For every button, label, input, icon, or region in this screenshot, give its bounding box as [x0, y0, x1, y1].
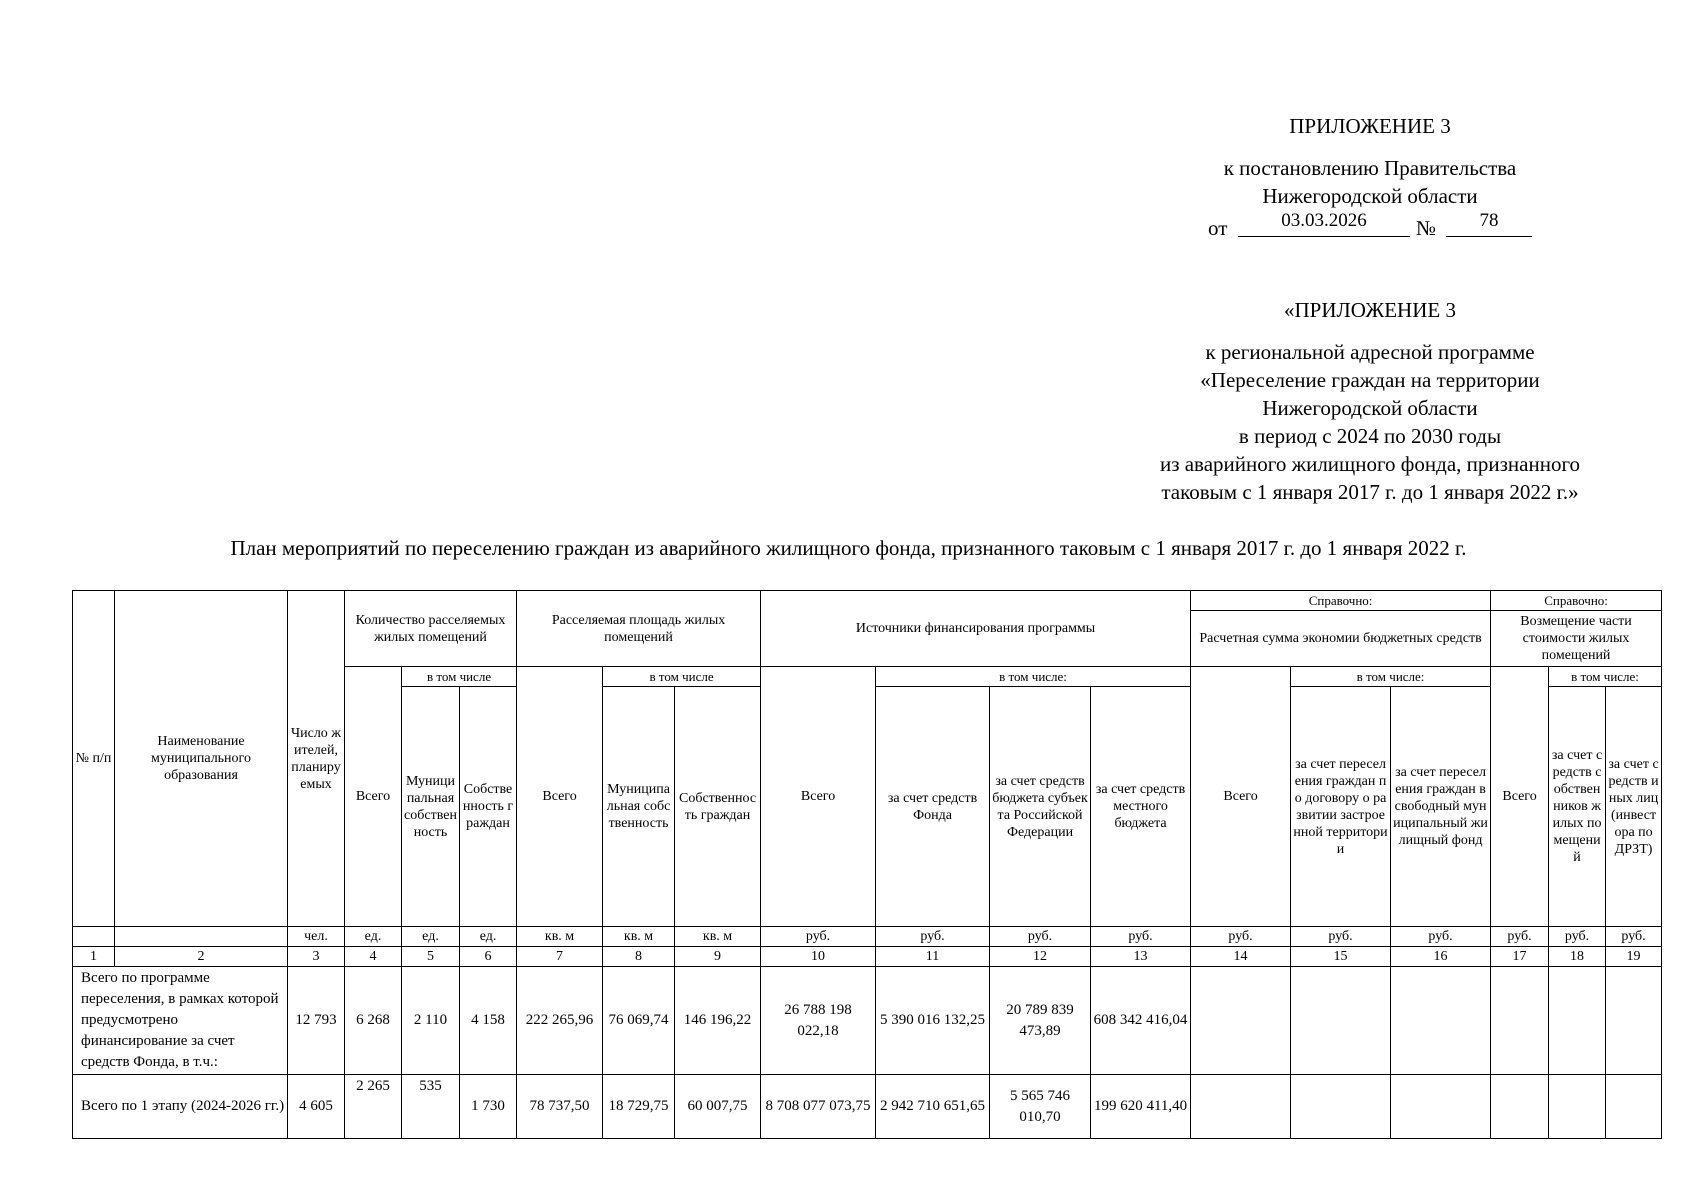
cell-fin-total: 8 708 077 073,75	[761, 1075, 876, 1139]
table-row	[73, 967, 1662, 1075]
units-blank	[115, 927, 288, 947]
cell-area-total: 78 737,50	[517, 1075, 603, 1139]
cell-empty	[1549, 967, 1606, 1075]
column-number: 9	[675, 947, 761, 967]
cell-fin-regional: 20 789 839 473,89	[990, 967, 1091, 1075]
order-line	[1150, 212, 1590, 242]
header-comp-total: Всего	[1491, 667, 1549, 927]
row-name: Всего по 1 этапу (2024-2026 гг.)	[73, 1075, 288, 1139]
cell-fin-fund: 5 390 016 132,25	[876, 967, 990, 1075]
cell-residents: 4 605	[288, 1075, 345, 1139]
cell-empty	[1491, 967, 1549, 1075]
cell-area-total: 222 265,96	[517, 967, 603, 1075]
cell-qty-citizens: 1 730	[460, 1075, 517, 1139]
unit-cell: чел.	[288, 927, 345, 947]
cell-qty-total: 2 265	[345, 1075, 402, 1139]
header-qty-total: Всего	[345, 667, 402, 927]
units-blank	[73, 927, 115, 947]
header-other-funds: за счет средств иных лиц (инвестора по ДРЗТ)	[1606, 687, 1662, 927]
column-number: 18	[1549, 947, 1606, 967]
unit-cell: руб.	[990, 927, 1091, 947]
unit-cell: ед.	[402, 927, 460, 947]
header-financing-group: Источники финансирования программы	[761, 591, 1191, 667]
header-name: Наименование муниципального образования	[115, 591, 288, 927]
header-savings-total: Всего	[1191, 667, 1291, 927]
unit-cell: ед.	[460, 927, 517, 947]
unit-cell: руб.	[1191, 927, 1291, 947]
appendix-header	[1150, 112, 1590, 242]
unit-cell: руб.	[1391, 927, 1491, 947]
header-qty-incl: в том числе	[402, 667, 517, 687]
unit-cell: руб.	[761, 927, 876, 947]
header-compensation-group: Возмещение части стоимости жилых помещений	[1491, 611, 1662, 667]
header-no: № п/п	[73, 591, 115, 927]
row-name: Всего по программе переселения, в рамках которой предусмотрено финансирование за счет средств Фонда, в т.ч.:	[73, 967, 288, 1075]
header-regional-budget: за счет средств бюджета субъекта Российской Федерации	[990, 687, 1091, 927]
cell-area-municipal: 18 729,75	[603, 1075, 675, 1139]
header-local-budget: за счет средств местного бюджета	[1091, 687, 1191, 927]
appendix-title: ПРИЛОЖЕНИЕ 3	[1289, 114, 1451, 138]
header-savings-group: Расчетная сумма экономии бюджетных средств	[1191, 611, 1491, 667]
unit-cell: руб.	[1491, 927, 1549, 947]
unit-cell: руб.	[1549, 927, 1606, 947]
header-area-citizens: Собственность граждан	[675, 687, 761, 927]
cell-empty	[1391, 1075, 1491, 1139]
cell-qty-municipal: 535	[402, 1075, 460, 1139]
cell-fin-regional: 5 565 746 010,70	[990, 1075, 1091, 1139]
cell-area-municipal: 76 069,74	[603, 967, 675, 1075]
from-label: от	[1208, 216, 1228, 240]
header-qty-citizens: Собственность граждан	[460, 687, 517, 927]
resettlement-plan-table	[72, 590, 1662, 1139]
header-owners-funds: за счет средств собственников жилых помещений	[1549, 687, 1606, 927]
program-line: из аварийного жилищного фонда, признанного	[1159, 452, 1581, 476]
header-comp-incl: в том числе:	[1549, 667, 1662, 687]
header-reference-1: Справочно:	[1191, 591, 1491, 611]
cell-fin-local: 608 342 416,04	[1091, 967, 1191, 1075]
header-area-municipal: Муниципальная собственность	[603, 687, 675, 927]
unit-cell: кв. м	[675, 927, 761, 947]
header-area-incl: в том числе	[603, 667, 761, 687]
header-area-total: Всего	[517, 667, 603, 927]
header-qty-group: Количество расселяемых жилых помещений	[345, 591, 517, 667]
cell-empty	[1291, 1075, 1391, 1139]
program-line: таковым с 1 января 2017 г. до 1 января 2022 г.»	[1161, 480, 1579, 504]
program-appendix	[1100, 296, 1640, 506]
unit-cell: кв. м	[517, 927, 603, 947]
column-number: 2	[115, 947, 288, 967]
column-number: 15	[1291, 947, 1391, 967]
program-line: к региональной адресной программе	[1205, 340, 1535, 364]
column-number: 16	[1391, 947, 1491, 967]
cell-empty	[1291, 967, 1391, 1075]
cell-qty-municipal: 2 110	[402, 967, 460, 1075]
appendix-line-1: к постановлению Правительства	[1223, 156, 1517, 180]
unit-cell: руб.	[1606, 927, 1662, 947]
header-fund: за счет средств Фонда	[876, 687, 990, 927]
cell-fin-fund: 2 942 710 651,65	[876, 1075, 990, 1139]
unit-cell: кв. м	[603, 927, 675, 947]
column-number: 11	[876, 947, 990, 967]
column-number: 6	[460, 947, 517, 967]
column-number: 3	[288, 947, 345, 967]
cell-area-citizens: 60 007,75	[675, 1075, 761, 1139]
column-number: 10	[761, 947, 876, 967]
cell-empty	[1491, 1075, 1549, 1139]
appendix-line-2: Нижегородской области	[1262, 184, 1478, 208]
cell-empty	[1391, 967, 1491, 1075]
column-number: 13	[1091, 947, 1191, 967]
program-line: в период с 2024 по 2030 годы	[1238, 424, 1502, 448]
table-row	[73, 1075, 1662, 1139]
header-fin-total: Всего	[761, 667, 876, 927]
unit-cell: руб.	[876, 927, 990, 947]
column-number: 5	[402, 947, 460, 967]
header-qty-municipal: Муниципальная собственность	[402, 687, 460, 927]
column-number: 17	[1491, 947, 1549, 967]
column-number: 19	[1606, 947, 1662, 967]
header-dev-contract: за счет переселения граждан по договору о развитии застроенной территории	[1291, 687, 1391, 927]
cell-area-citizens: 146 196,22	[675, 967, 761, 1075]
order-number: 78	[1446, 212, 1532, 237]
number-label: №	[1416, 216, 1437, 240]
cell-residents: 12 793	[288, 967, 345, 1075]
unit-cell: руб.	[1091, 927, 1191, 947]
header-savings-incl: в том числе:	[1291, 667, 1491, 687]
order-date: 03.03.2026	[1238, 212, 1410, 237]
header-fin-incl: в том числе:	[876, 667, 1191, 687]
cell-empty	[1606, 967, 1662, 1075]
column-number: 4	[345, 947, 402, 967]
column-number: 7	[517, 947, 603, 967]
program-appendix-title: «ПРИЛОЖЕНИЕ 3	[1284, 298, 1456, 322]
column-number: 1	[73, 947, 115, 967]
column-number: 12	[990, 947, 1091, 967]
cell-fin-local: 199 620 411,40	[1091, 1075, 1191, 1139]
cell-empty	[1606, 1075, 1662, 1139]
cell-qty-citizens: 4 158	[460, 967, 517, 1075]
program-line: «Переселение граждан на территории	[1200, 368, 1540, 392]
cell-empty	[1191, 1075, 1291, 1139]
header-area-group: Расселяемая площадь жилых помещений	[517, 591, 761, 667]
header-reference-2: Справочно:	[1491, 591, 1662, 611]
program-line: Нижегородской области	[1262, 396, 1478, 420]
unit-cell: руб.	[1291, 927, 1391, 947]
unit-cell: ед.	[345, 927, 402, 947]
cell-empty	[1191, 967, 1291, 1075]
cell-empty	[1549, 1075, 1606, 1139]
document-heading: План мероприятий по переселению граждан из аварийного жилищного фонда, признанного таковым с 1 января 2017 г. до 1 января 2022 г.	[230, 536, 1467, 560]
header-residents: Число жителей, планируемых	[288, 591, 345, 927]
column-number: 14	[1191, 947, 1291, 967]
column-number: 8	[603, 947, 675, 967]
cell-fin-total: 26 788 198 022,18	[761, 967, 876, 1075]
header-free-fund: за счет переселения граждан в свободный муниципальный жилищный фонд	[1391, 687, 1491, 927]
cell-qty-total: 6 268	[345, 967, 402, 1075]
